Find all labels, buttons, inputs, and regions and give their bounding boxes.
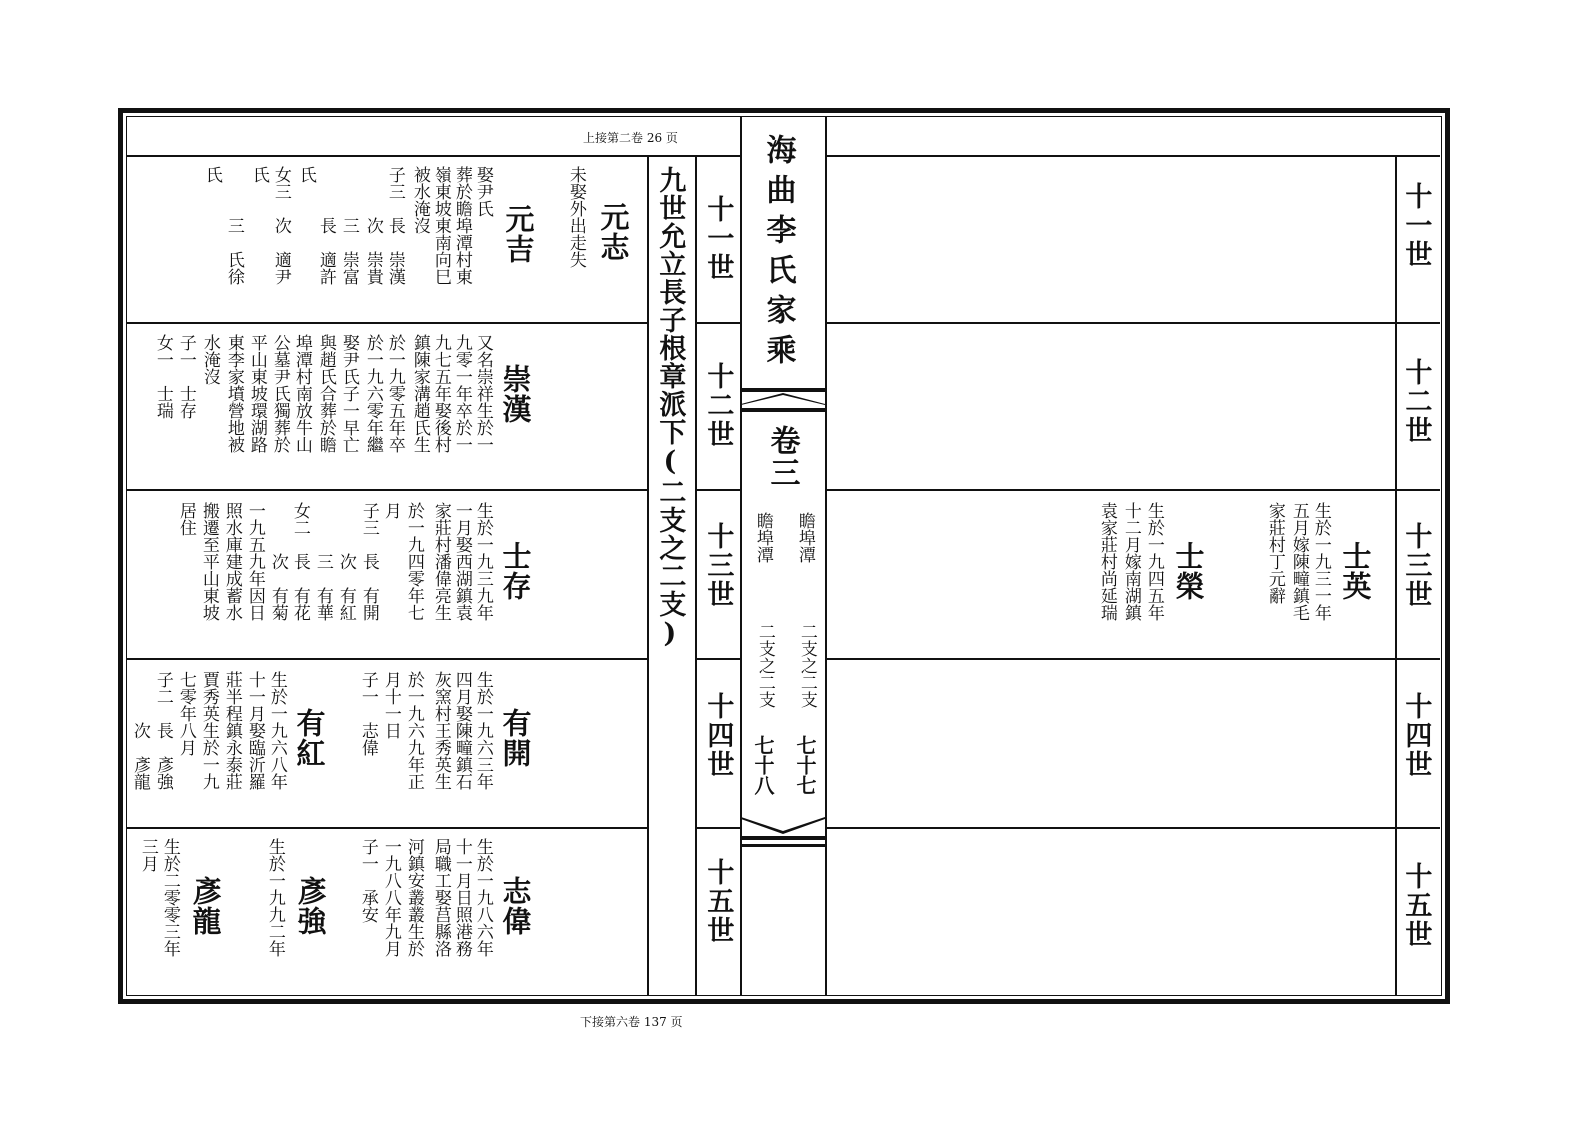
person-name: 元志: [596, 202, 631, 262]
person-detail: 氏: [201, 166, 222, 183]
person-detail: 一九八八年九月: [380, 838, 401, 957]
header-note: 上接第二卷 26 页: [583, 131, 678, 145]
person-detail: 莊半程鎮永泰莊: [221, 671, 242, 790]
row-divider: [826, 658, 1440, 660]
person-detail: 生於一九三九年: [472, 502, 493, 621]
gen-label-left-12: 十二世: [702, 362, 734, 449]
person-detail: 河鎮安叢叢生於: [403, 838, 424, 957]
person-name: 士存: [498, 541, 533, 601]
spine-right: [825, 117, 827, 996]
person-detail: 生於一九六八年: [266, 671, 287, 790]
gen-label-left-11: 十一世: [702, 195, 734, 282]
person-detail: 氏: [295, 166, 316, 183]
person-name: 元吉: [501, 204, 536, 264]
person-detail: 女一 士瑞: [152, 334, 173, 419]
gen-label-right-14: 十四世: [1400, 692, 1432, 779]
gen-label-left-14: 十四世: [702, 692, 734, 779]
person-detail: 於一九四零年七: [403, 502, 424, 621]
person-detail: 子三 長 有開: [358, 502, 379, 621]
spine-place-left: 瞻埠潭: [794, 512, 815, 563]
person-detail: 又名崇祥生於一: [472, 334, 493, 453]
person-detail: 生於一九六三年: [472, 671, 493, 790]
row-divider: [826, 489, 1440, 491]
person-detail: 東李家墳營地被: [223, 334, 244, 453]
spine-place-right: 瞻埠潭: [752, 512, 773, 563]
person-name: 彥強: [293, 876, 328, 936]
person-detail: 娶尹氏: [472, 166, 493, 217]
person-detail: 次 崇貴: [362, 166, 383, 285]
person-name: 士榮: [1171, 541, 1206, 601]
person-detail: 九零一年卒於一: [451, 334, 472, 453]
gen-label-right-12: 十二世: [1400, 358, 1432, 445]
spine-page-right: 七十八: [751, 735, 775, 795]
person-detail: 次 有菊: [267, 502, 288, 621]
person-detail: 子三 長 崇漢: [384, 166, 405, 285]
footer-note: 下接第六卷 137 页: [580, 1015, 683, 1029]
person-detail: 十一月日照港務: [451, 838, 472, 957]
person-detail: 子一 志偉: [357, 671, 378, 756]
person-detail: 袁家莊村尚延瑞: [1096, 502, 1117, 621]
person-name: 崇漢: [498, 364, 533, 424]
person-name: 有開: [498, 708, 533, 768]
header-divider: [127, 155, 741, 157]
row-divider: [826, 322, 1440, 324]
branch-col-left: [647, 155, 649, 995]
branch-col-right: [695, 155, 697, 995]
person-detail: 公墓尹氏獨葬於: [269, 334, 290, 453]
person-detail: 鎮陳家溝趙氏生: [409, 334, 430, 453]
person-detail: 三 有華: [312, 502, 333, 621]
person-detail: 賈秀英生於一九: [198, 671, 219, 790]
person-detail: 於一九零五年卒: [384, 334, 405, 453]
row-divider: [696, 827, 740, 829]
person-detail: 灰窯村王秀英生: [430, 671, 451, 790]
person-detail: 三月: [137, 838, 158, 872]
person-detail: 與趙氏合葬於瞻: [315, 334, 336, 453]
person-detail: 搬遷至平山東坡: [198, 502, 219, 621]
spine-branch-right: 二支之二支: [754, 623, 775, 708]
branch-title: 九世允立長子根章派下(二支之二支): [654, 166, 686, 650]
person-detail: 葬於瞻埠潭村東: [451, 166, 472, 285]
person-detail: 生於一九四五年: [1143, 502, 1164, 621]
person-detail: 氏: [248, 166, 269, 183]
person-detail: 家莊村丁元辭: [1264, 502, 1285, 604]
person-detail: 七零年八月: [175, 671, 196, 756]
person-detail: 局職工娶莒縣洛: [430, 838, 451, 957]
person-detail: 生於一九八六年: [472, 838, 493, 957]
person-detail: 女二 長 有花: [289, 502, 310, 621]
gen-label-right-11: 十一世: [1400, 182, 1432, 269]
person-detail: 被水淹沒: [409, 166, 430, 234]
person-detail: 十一月娶臨沂羅: [244, 671, 265, 790]
person-detail: 照水庫建成蓄水: [221, 502, 242, 621]
gen-label-right-13: 十三世: [1400, 522, 1432, 609]
row-divider: [127, 322, 647, 324]
person-name: 彥龍: [188, 876, 223, 936]
person-detail: 居住: [175, 502, 196, 536]
person-detail: 五月嫁陳疃鎮毛: [1288, 502, 1309, 621]
spine-branch-left: 二支之二支: [796, 623, 817, 708]
person-name: 有紅: [292, 708, 327, 768]
row-divider: [127, 658, 647, 660]
person-detail: 一月娶西湖鎮袁: [451, 502, 472, 621]
person-detail: 三 崇富: [338, 166, 359, 285]
row-divider: [127, 489, 647, 491]
person-detail: 子二 長 彥強: [152, 671, 173, 790]
spine-rule: [741, 844, 825, 847]
person-detail: 子一 承安: [357, 838, 378, 923]
person-detail: 次 彥龍: [129, 671, 150, 790]
person-detail: 一九五九年因日: [244, 502, 265, 621]
person-detail: 長 適許: [315, 166, 336, 285]
row-divider: [826, 827, 1440, 829]
person-detail: 子一 士存: [175, 334, 196, 419]
gen-label-left-13: 十三世: [702, 522, 734, 609]
volume-label: 卷三: [764, 425, 800, 489]
person-detail: 女三 次 適尹: [270, 166, 291, 285]
person-detail: 於一九六零年繼: [362, 334, 383, 453]
row-divider: [696, 489, 740, 491]
gen-col-right: [1395, 155, 1397, 995]
person-detail: 平山東坡環湖路: [246, 334, 267, 453]
person-detail: 娶尹氏子一早亡: [338, 334, 359, 453]
header-divider-right: [826, 155, 1440, 157]
person-detail: 生於二零零三年: [159, 838, 180, 957]
person-detail: 生於一九九二年: [264, 838, 285, 957]
person-detail: 嶺東坡東南向巳: [430, 166, 451, 285]
row-divider: [696, 322, 740, 324]
row-divider: [127, 827, 647, 829]
person-detail: 十二月嫁南湖鎮: [1120, 502, 1141, 621]
book-title: 海曲李氏家乘: [760, 134, 796, 374]
person-name: 士英: [1338, 541, 1373, 601]
person-detail: 三 氏徐: [223, 166, 244, 285]
person-detail: 四月娶陳疃鎮石: [451, 671, 472, 790]
gen-label-right-15: 十五世: [1400, 862, 1432, 949]
gen-label-left-15: 十五世: [702, 858, 734, 945]
row-divider: [696, 658, 740, 660]
person-detail: 水淹沒: [199, 334, 220, 385]
person-detail: 九七五年娶後村: [430, 334, 451, 453]
person-detail: 埠潭村南放牛山: [291, 334, 312, 453]
person-detail: 生於一九三一年: [1310, 502, 1331, 621]
person-name: 志偉: [498, 876, 533, 936]
person-detail: 未娶外出走失: [565, 166, 586, 268]
person-detail: 月: [380, 502, 401, 519]
person-detail: 家莊村潘偉亮生: [430, 502, 451, 621]
person-detail: 次 有紅: [335, 502, 356, 621]
spine-page-left: 七十七: [793, 735, 817, 795]
person-detail: 月十一日: [380, 671, 401, 739]
person-detail: 於一九六九年正: [403, 671, 424, 790]
